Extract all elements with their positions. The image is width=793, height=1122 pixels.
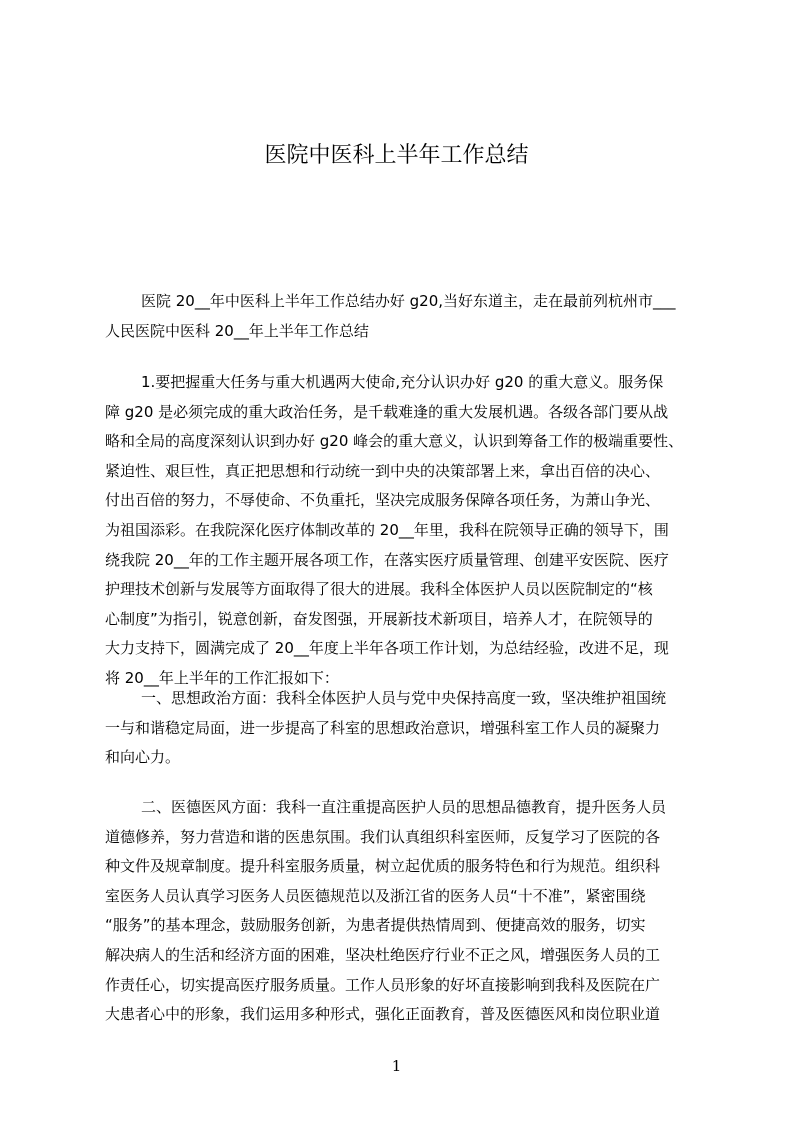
paragraph-line: 解决病人的生活和经济方面的困难，坚决杜绝医疗行业不正之风，增强医务人员的工	[105, 945, 661, 964]
paragraph-line: 1.要把握重大任务与重大机遇两大使命,充分认识办好 g20 的重大意义。服务保	[141, 373, 664, 391]
paragraph-section-1	[105, 368, 700, 694]
paragraph-line: 人民医院中医科 20__年上半年工作总结	[105, 321, 369, 340]
paragraph-line: 一与和谐稳定局面，进一步提高了科室的思想政治意识，增强科室工作人员的凝聚力	[105, 718, 661, 737]
paragraph-line: 二、医德医风方面：我科一直注重提高医护人员的思想品德教育，提升医务人员	[141, 798, 667, 816]
paragraph-line: 绕我院 20__年的工作主题开展各项工作，在落实医疗质量管理、创建平安医院、医疗	[105, 550, 669, 569]
paragraph-political	[105, 684, 700, 773]
paragraph-line: 付出百倍的努力，不辱使命、不负重托，坚决完成服务保障各项任务，为萧山争光、	[105, 491, 661, 510]
paragraph-line: 略和全局的高度深刻认识到办好 g20 峰会的重大意义，认识到筹备工作的极端重要性、	[105, 432, 684, 451]
paragraph-line: 大力支持下，圆满完成了 20__年度上半年各项工作计划，为总结经验，改进不足，现	[105, 639, 669, 658]
page-number: 1	[391, 1057, 402, 1075]
paragraph-line: 种文件及规章制度。提升科室服务质量，树立起优质的服务特色和行为规范。组织科	[105, 857, 661, 876]
paragraph-line: 道德修养，努力营造和谐的医患氛围。我们认真组织科室医师，反复学习了医院的各	[105, 827, 661, 846]
paragraph-line: “服务”的基本理念，鼓励服务创新，为患者提供热情周到、便捷高效的服务，切实	[105, 916, 646, 935]
paragraph-line: 室医务人员认真学习医务人员医德规范以及浙江省的医务人员“十不准”，紧密围绕	[105, 886, 646, 905]
paragraph-line: 障 g20 是必须完成的重大政治任务，是千载难逢的重大发展机遇。各级各部门要从战	[105, 402, 669, 421]
paragraph-line: 紧迫性、艰巨性，真正把思想和行动统一到中央的决策部署上来，拿出百倍的决心、	[105, 461, 661, 480]
paragraph-line: 将 20__年上半年的工作汇报如下：	[105, 668, 339, 687]
paragraph-line: 大患者心中的形象，我们运用多种形式，强化正面教育，普及医德医风和岗位职业道	[105, 1005, 661, 1024]
paragraph-line: 和向心力。	[105, 748, 181, 767]
document-title: 医院中医科上半年工作总结	[264, 143, 529, 168]
paragraph-line: 心制度”为指引，锐意创新，奋发图强，开展新技术新项目，培养人才，在院领导的	[105, 609, 653, 628]
paragraph-line: 作责任心，切实提高医疗服务质量。工作人员形象的好坏直接影响到我科及医院在广	[105, 975, 661, 994]
paragraph-intro	[105, 287, 700, 346]
paragraph-line: 为祖国添彩。在我院深化医疗体制改革的 20__年里，我科在院领导正确的领导下，围	[105, 520, 669, 539]
paragraph-line: 一、思想政治方面：我科全体医护人员与党中央保持高度一致，坚决维护祖国统	[141, 689, 667, 707]
paragraph-line: 护理技术创新与发展等方面取得了很大的进展。我科全体医护人员以医院制定的“核	[105, 580, 653, 599]
paragraph-line: 医院 20__年中医科上半年工作总结办好 g20,当好东道主，走在最前列杭州市___	[141, 292, 676, 310]
paragraph-ethics	[105, 793, 700, 1030]
